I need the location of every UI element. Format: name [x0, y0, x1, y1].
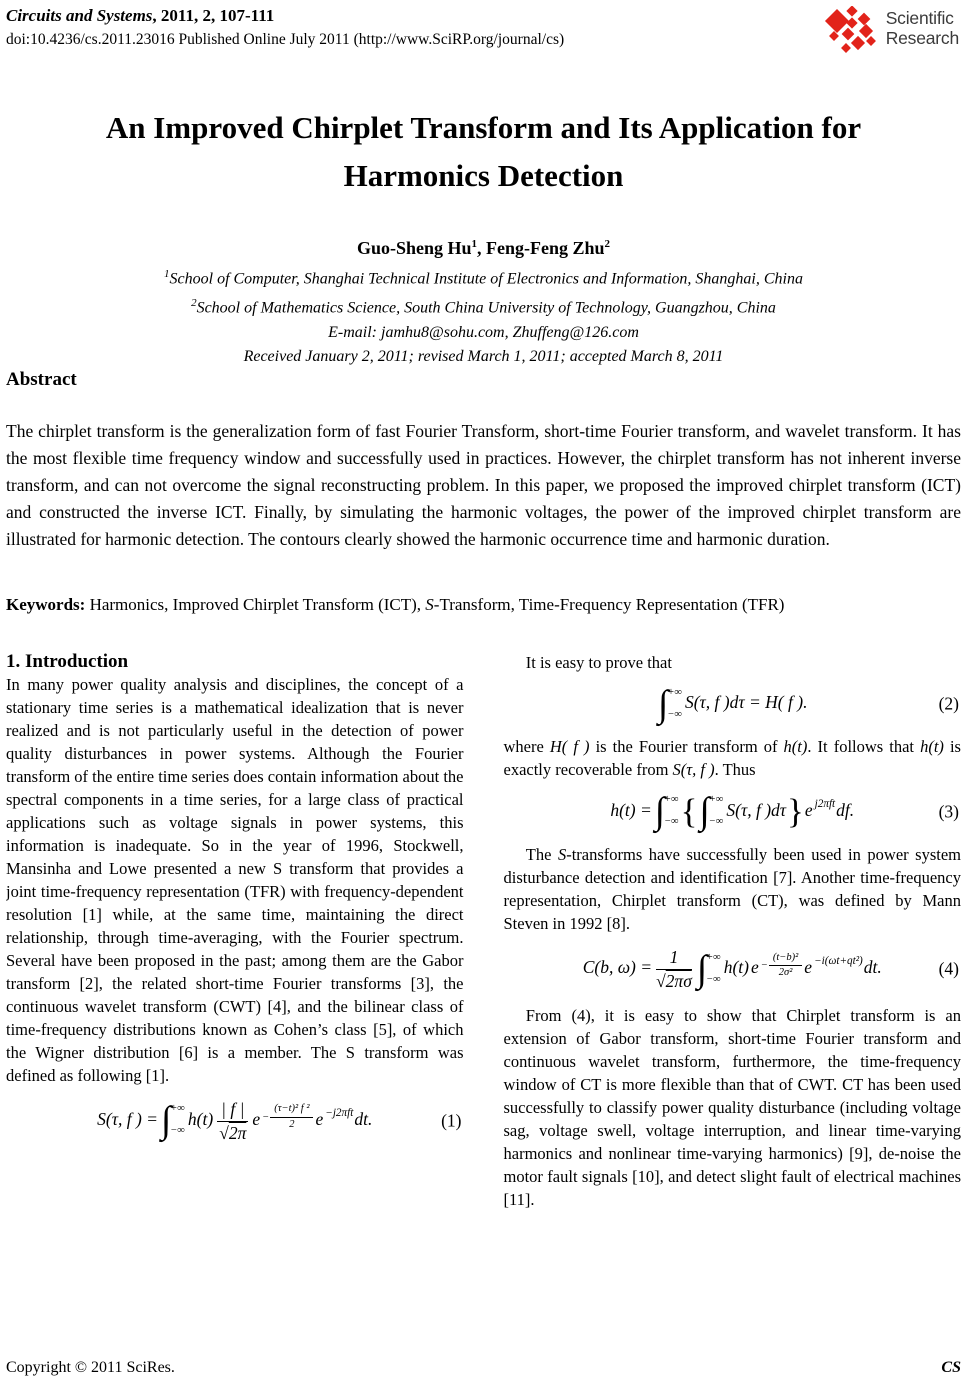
equation-1-number: (1) — [441, 1110, 462, 1131]
affiliation-2-text: School of Mathematics Science, South China University of Technology, Guangzhou, China — [196, 299, 776, 317]
eq4-ht: h(t) — [723, 957, 749, 978]
eq3-exponent: j2πft — [814, 797, 836, 810]
math-Stf: S(τ, f ) — [672, 760, 715, 780]
integral-sign: ∫ +∞ −∞ — [696, 947, 721, 990]
eq1-exponent-2: −j2πft — [325, 1106, 354, 1119]
author-1: Guo-Sheng Hu — [356, 238, 472, 258]
paper-title — [6, 104, 961, 200]
equation-4-number: (4) — [938, 958, 959, 979]
equation-3 — [504, 790, 962, 833]
scientific-research-logo-icon — [823, 6, 881, 58]
keywords-part2: -Transform, Time-Frequency Representation (TFR) — [433, 594, 785, 614]
integral-sign: ∫ +∞ −∞ — [658, 682, 682, 725]
affiliation-1-text: School of Computer, Shanghai Technical Institute of Electronics and Information, Shanghai, China — [169, 270, 803, 288]
paper-title-line2: Harmonics Detection — [343, 158, 624, 193]
equation-3-number: (3) — [938, 801, 959, 822]
keywords-s-italic: S — [425, 594, 434, 614]
eq1-fraction: $\frac{| f |}{√2\pi}$ — [217, 1099, 248, 1144]
author-1-sup: 1 — [471, 238, 478, 250]
journal-citation — [6, 6, 564, 26]
abstract-heading: Abstract — [6, 368, 77, 390]
eq3-e: e — [804, 800, 813, 821]
keywords-line — [6, 591, 961, 618]
equation-2-number: (2) — [938, 693, 959, 714]
right-brace: } — [787, 792, 804, 832]
left-column — [6, 651, 464, 1313]
authors-line — [6, 238, 961, 259]
eq1-exponent-1: − $\frac{\text{(τ−t)² f ²}}{2}$ — [262, 1103, 314, 1131]
eq4-fraction: $\frac{1}{√2\pi\sigma}$ — [656, 946, 692, 991]
math-ht: h(t) — [920, 737, 944, 757]
affiliation-1 — [6, 262, 961, 291]
logo-text-line2: Research — [885, 27, 959, 48]
journal-issue: , 2011, 2, 107-111 — [152, 6, 275, 25]
logo-text — [886, 9, 959, 48]
abstract-text: The chirplet transform is the generalization form of fast Fourier Transform, short-time Fourier transform, and wavelet transform. It has the most flexible time frequency window and successfully used in practices. However, the chirplet transform has not inherent inverse transform, and can not overcome the signal reconstructing problem. In this paper, we proposed the improved chirplet transform (ICT) and constructed the inverse ICT. Finally, by simulating the harmonic voltages, the power of the improved chirplet transform are illustrated for harmonic detection. The contours clearly showed the harmonic occurrence time and harmonic duration. — [6, 420, 961, 549]
doi-line: doi:10.4236/cs.2011.23016 Published Online July 2011 (http://www.SciRP.org/journal/cs) — [6, 31, 565, 48]
affiliations-block — [6, 262, 961, 369]
eq4-e2: e — [804, 957, 813, 978]
integral-sign: ∫ +∞ −∞ — [654, 790, 679, 833]
scientific-research-logo — [823, 6, 959, 58]
section-heading-introduction: 1. Introduction — [6, 650, 129, 672]
eq4-e1: e — [751, 957, 759, 978]
eq4-exponent-2: −i(ωt+qt²) — [814, 954, 863, 967]
journal-name: Circuits and Systems — [6, 6, 153, 25]
eq2-body: S(τ, f )dτ = H( f ). — [684, 692, 808, 713]
affiliation-2 — [6, 291, 961, 320]
journal-info — [6, 6, 564, 49]
math-S: S — [557, 844, 567, 864]
affiliation-1-sup: 1 — [164, 268, 170, 280]
paragraph-from-4: From (4), it is easy to show that Chirplet transform is an extension of Gabor transform, short-time Fourier transform and continuous wavelet transform, furthermore, the time-frequency window of CT is more flexible than that of CWT. CT has been used successfully to classify power quality disturbance (including voltage sag, voltage swell, voltage interruption, and linear time-varying harmonics and nonlinear time-varying harmonics) [9], de-noise the motor fault signals [10], and detect slight fault of electrical machines [11]. — [503, 1005, 961, 1209]
integral-sign: ∫ +∞ −∞ — [160, 1099, 185, 1142]
paragraph-s-transforms: The S-transforms have successfully been used in power system disturbance detection and identification [7]. Another time-frequency representation, Chirplet transform (CT), was defined by Mann Steven in 1992 [8]. — [503, 844, 961, 933]
eq1-e1: e — [252, 1109, 261, 1130]
equation-2 — [504, 682, 962, 725]
equation-1 — [6, 1099, 464, 1144]
paragraph-where: where H( f ) is the Fourier transform of h(t). It follows that h(t) is exactly recoverable from S(τ, f ). Thus — [503, 737, 961, 780]
eq1-lhs: S(τ, f ) = — [97, 1109, 158, 1130]
left-brace: { — [680, 792, 698, 832]
authors-separator: , — [477, 238, 487, 258]
lead-paragraph: It is easy to prove that — [525, 652, 672, 672]
affiliation-2-sup: 2 — [191, 297, 197, 310]
author-2-sup: 2 — [604, 238, 611, 250]
eq4-lhs: C(b, ω) = — [582, 957, 653, 978]
equation-4 — [504, 947, 962, 992]
math-Hf: H( f ) — [549, 737, 590, 757]
page-footer — [6, 1359, 961, 1377]
integral-sign: ∫ +∞ −∞ — [699, 790, 724, 833]
paper-title-line1: An Improved Chirplet Transform and Its Application for — [105, 110, 862, 145]
eq4-exponent-1: − $\frac{\text{(t−b)²}}{\text{2σ²}}$ — [761, 952, 804, 980]
math-ht: h(t) — [783, 737, 808, 757]
intro-paragraph: In many power quality analysis and disciplines, the concept of a stationary time series is a mathematical idealization that is never realized and is not particularly useful in the detection of power quality disturbances in power systems. Although the Fourier transform of the entire time series does contain information about the spectral components in a time series, for a large class of practical applications such as voltage signals in power systems, this information is inadequate. So in the year of 1996, Stockwell, Mansinha and Lowe presented a new S transform that provides a joint time-frequency representation (TFR) with frequency-dependent resolution [1] while, at the same time, maintaining the direct relationship, through time-averaging, with the Fourier spectrum. Several have been proposed in the past; among them are the Gabor transform [2], the related short-time Fourier transforms [3], the continuous wavelet transform (CWT) [4], and the bilinear class of time-frequency distributions known as Cohen’s class [5], of which the Wigner distribution [6] is a member. The S transform was defined as following [1]. — [6, 674, 464, 1085]
keywords-part1: Harmonics, Improved Chirplet Transform (ICT), — [85, 594, 426, 614]
eq4-dt: dt. — [863, 957, 882, 978]
eq3-df: df. — [836, 800, 855, 821]
email-line: E-mail: jamhu8@sohu.com, Zhuffeng@126.com — [328, 323, 639, 341]
eq1-dt: dt. — [354, 1109, 373, 1130]
eq1-ht: h(t) — [187, 1109, 214, 1130]
footer-copyright: Copyright © 2011 SciRes. — [6, 1359, 175, 1376]
page-header — [6, 6, 961, 58]
logo-text-line1: Scientific — [885, 8, 954, 28]
eq1-e2: e — [315, 1109, 324, 1130]
eq3-lhs: h(t) = — [610, 800, 652, 821]
two-column-body — [6, 651, 961, 1313]
keywords-label: Keywords: — [6, 594, 86, 614]
author-2: Feng-Feng Zhu — [486, 238, 605, 258]
eq3-body: S(τ, f )dτ — [726, 800, 787, 821]
footer-journal-code: CS — [941, 1359, 961, 1376]
received-line: Received January 2, 2011; revised March 1, 2011; accepted March 8, 2011 — [243, 347, 724, 365]
right-column — [504, 651, 962, 1313]
